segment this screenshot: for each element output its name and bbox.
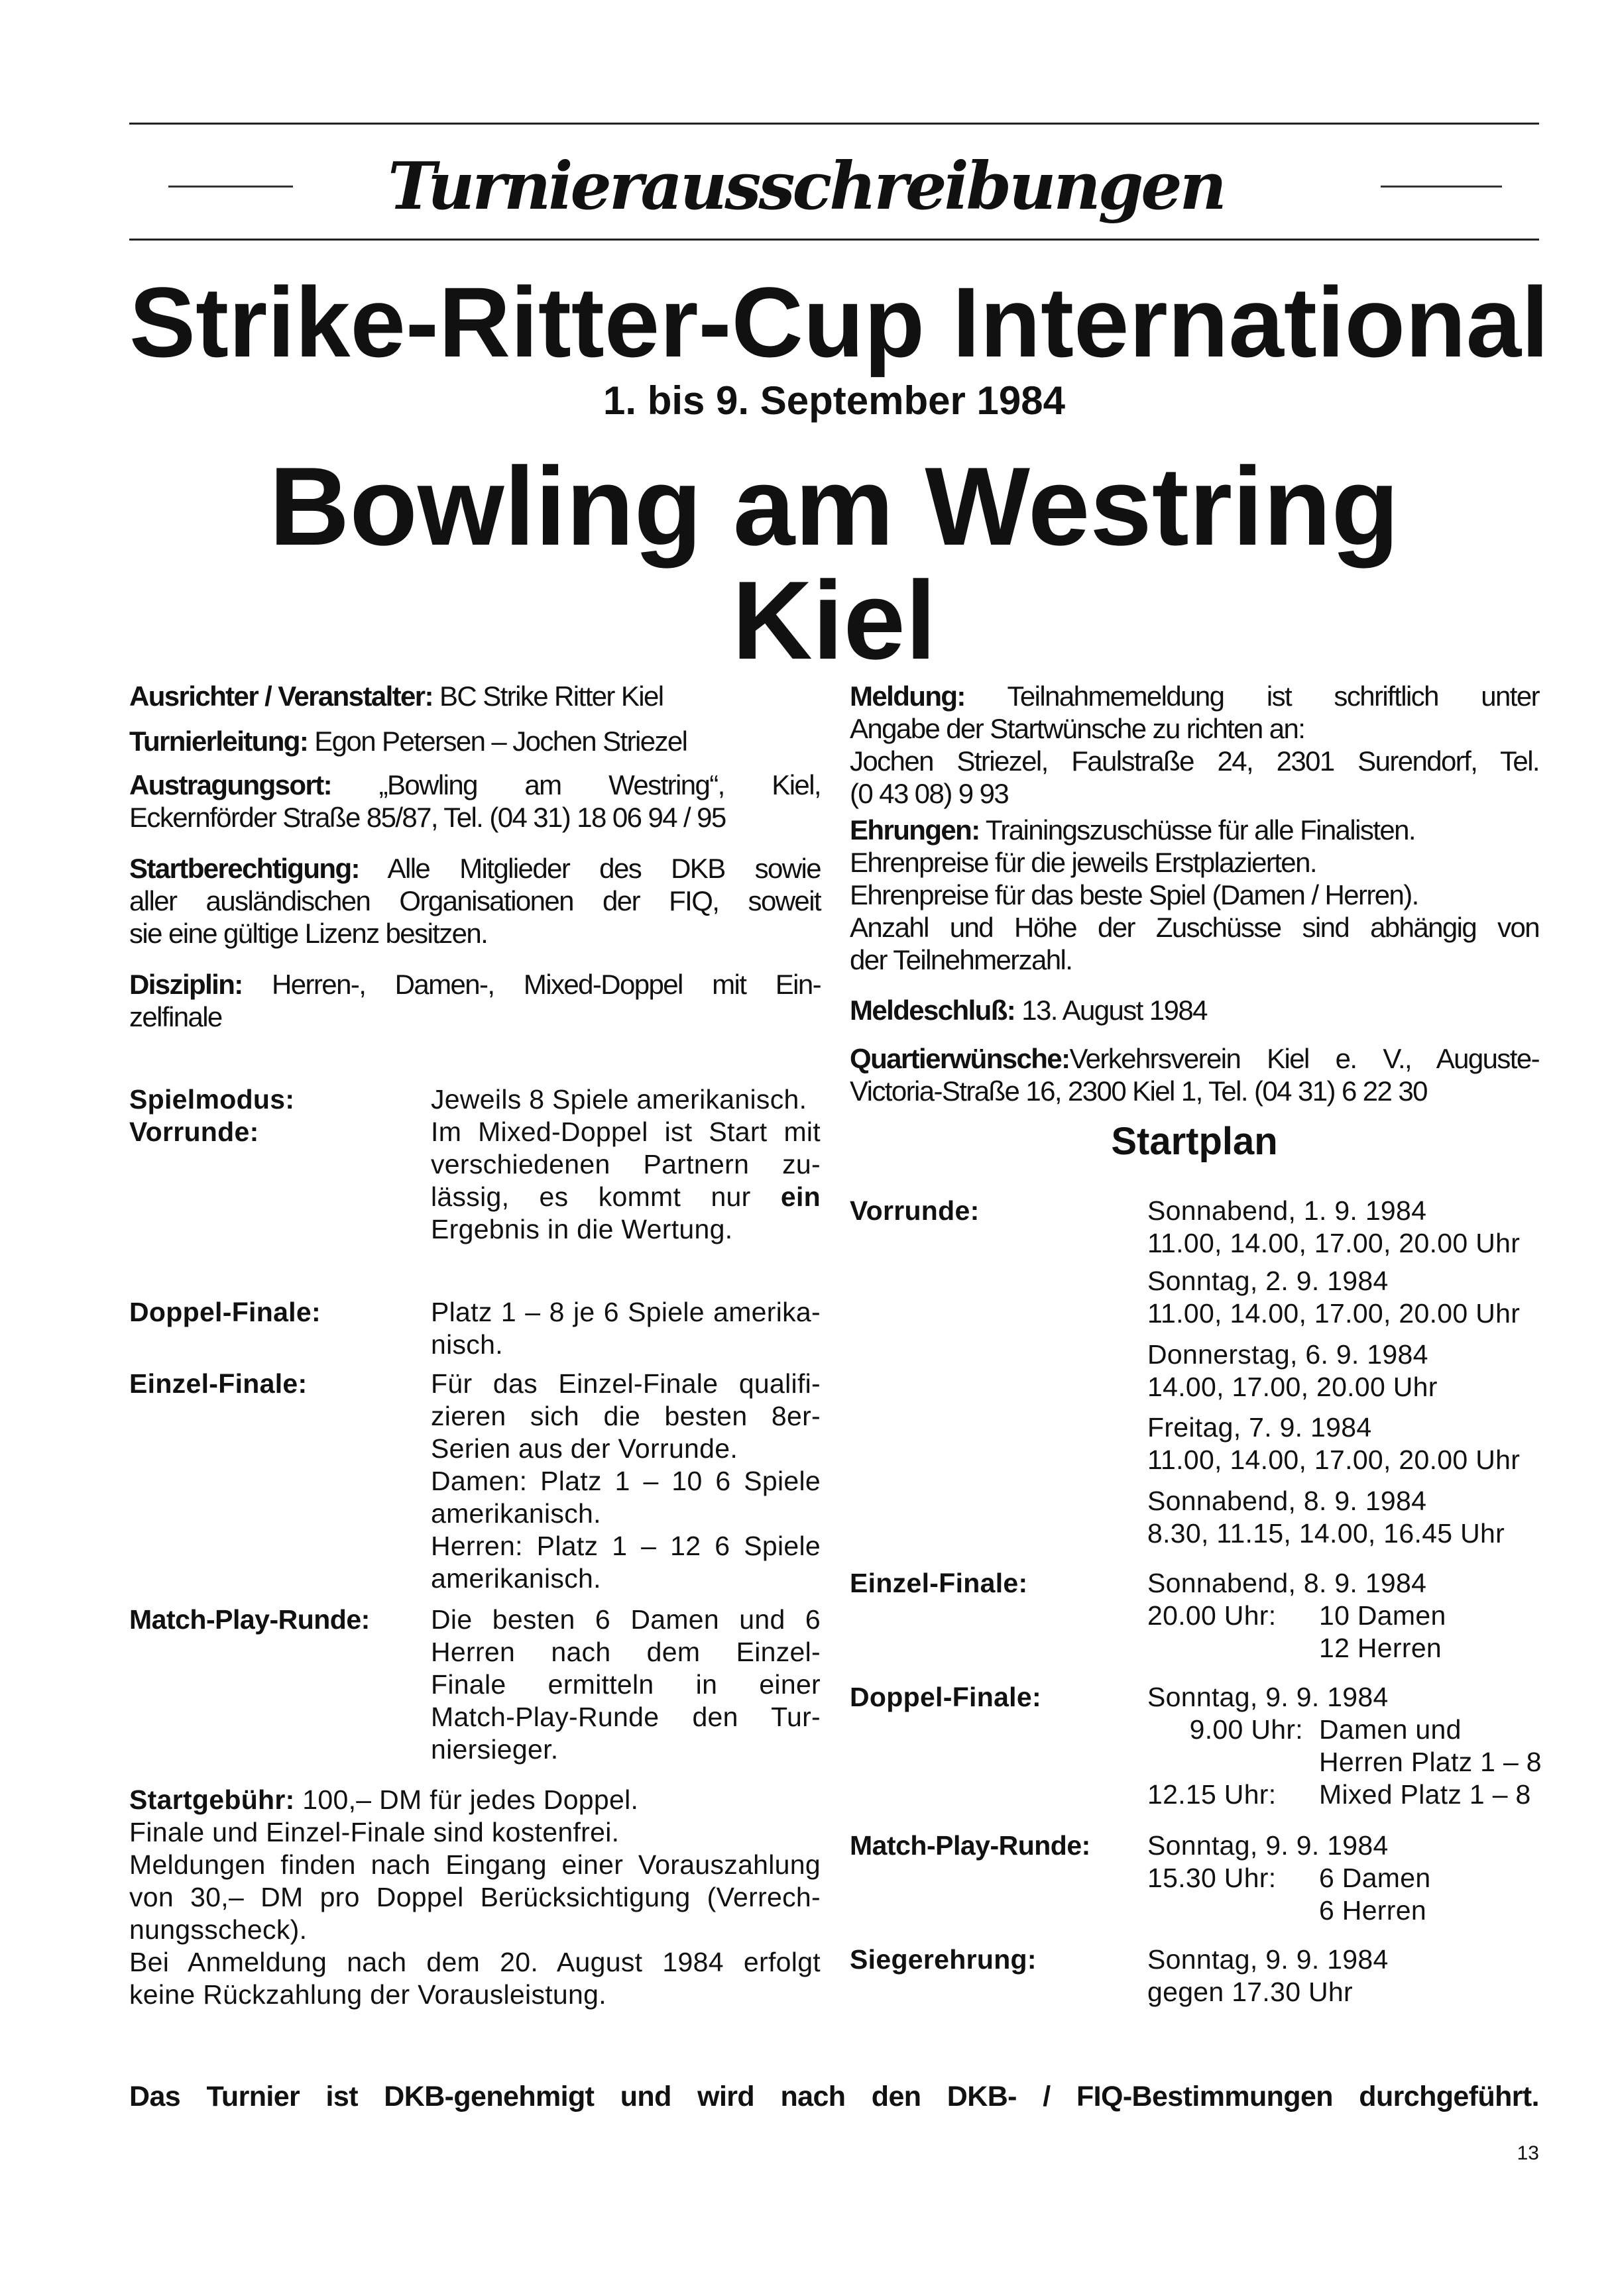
page-number: 13 <box>1517 2142 1539 2164</box>
meldeschluss-text: 13. August 1984 <box>1015 995 1207 1026</box>
sp-doppel-finale-item: Herren Platz 1 – 8 <box>1319 1747 1542 1777</box>
text-line: sie eine gültige Lizenz besitzen. <box>129 918 488 949</box>
schedule-times: 11.00, 14.00, 17.00, 20.00 Uhr <box>1147 1445 1521 1475</box>
text-line: Die besten 6 Damen und 6 <box>431 1604 821 1635</box>
text-line: Meldungen finden nach Eingang einer Vorauszahlung <box>129 1849 821 1880</box>
ausrichter-label: Ausrichter / Veranstalter: <box>129 681 433 712</box>
tournament-title: Strike-Ritter-Cup International <box>129 266 1549 378</box>
sp-einzel-finale-day: Sonnabend, 8. 9. 1984 <box>1147 1568 1427 1598</box>
schedule-day: Donnerstag, 6. 9. 1984 <box>1147 1339 1428 1370</box>
ehrungen-label: Ehrungen: <box>850 814 980 846</box>
disziplin-section <box>129 968 821 1033</box>
bottom-rule <box>129 239 1539 241</box>
doppel-finale-label: Doppel-Finale: <box>129 1297 321 1327</box>
sp-siegerehrung-time: gegen 17.30 Uhr <box>1147 1977 1353 2007</box>
text-line: der Teilnehmerzahl. <box>850 944 1072 975</box>
text-line: „Bowling am Westring“, Kiel, <box>378 769 821 800</box>
text-line: Bei Anmeldung nach dem 20. August 1984 erfolgt <box>129 1947 821 1977</box>
text-line: Ehrenpreise für die jeweils Erstplazierten. <box>850 847 1316 878</box>
schedule-day: Sonnabend, 8. 9. 1984 <box>1147 1486 1427 1516</box>
sp-vorrunde-group <box>1147 1265 1520 1330</box>
sp-doppel-finale-time: 12.15 Uhr: <box>1147 1779 1277 1810</box>
sp-match-play-day: Sonntag, 9. 9. 1984 <box>1147 1830 1389 1861</box>
text-line: Verkehrsverein Kiel e. V., Auguste- <box>1069 1043 1539 1074</box>
einzel-finale-label: Einzel-Finale: <box>129 1368 308 1399</box>
quartier-label: Quartierwünsche: <box>850 1043 1070 1074</box>
austragungsort-section <box>129 769 821 834</box>
spielmodus-text <box>431 1083 821 1246</box>
text-line: nisch. <box>431 1329 503 1360</box>
sp-match-play-item: 6 Damen <box>1319 1863 1431 1893</box>
meldeschluss-section <box>850 994 1539 1026</box>
sp-vorrunde-group <box>1147 1411 1520 1476</box>
approval-note: Das Turnier ist DKB-genehmigt und wird nach den DKB- / FIQ-Bestimmungen durchgeführt. <box>129 2081 1539 2112</box>
sp-siegerehrung-day: Sonntag, 9. 9. 1984 <box>1147 1944 1389 1975</box>
schedule-times: 14.00, 17.00, 20.00 Uhr <box>1147 1372 1438 1402</box>
spielmodus-label: Spielmodus: <box>129 1084 295 1115</box>
meldeschluss-label: Meldeschluß: <box>850 995 1015 1026</box>
text-line: Herren-, Damen-, Mixed-Doppel mit Ein- <box>272 969 821 1000</box>
schedule-day: Freitag, 7. 9. 1984 <box>1147 1412 1372 1443</box>
doppel-finale-text <box>431 1296 821 1361</box>
text-line: Damen: Platz 1 – 10 6 Spiele <box>431 1466 821 1496</box>
match-play-label: Match-Play-Runde: <box>129 1604 370 1635</box>
text-line: verschiedenen Partnern zu- <box>431 1149 821 1179</box>
text-line: Finale ermitteln in einer <box>431 1669 821 1700</box>
text-line: Für das Einzel-Finale qualifi- <box>431 1368 821 1399</box>
sp-einzel-finale-item: 10 Damen <box>1319 1600 1446 1631</box>
text-line: zieren sich die besten 8er- <box>431 1401 821 1431</box>
text-line: amerikanisch. <box>431 1563 601 1594</box>
text-line: Finale und Einzel-Finale sind kostenfrei. <box>129 1817 620 1847</box>
sp-match-play-label: Match-Play-Runde: <box>850 1830 1090 1861</box>
header-dash-right <box>1381 186 1502 188</box>
sp-vorrunde-group <box>1147 1485 1505 1550</box>
ausrichter-text: BC Strike Ritter Kiel <box>432 681 663 712</box>
section-heading: Turnierausschreibungen <box>388 148 1224 225</box>
emphasis-ein: ein <box>780 1181 821 1212</box>
sp-doppel-finale-item: Damen und <box>1319 1714 1462 1745</box>
sp-einzel-finale-time: 20.00 Uhr: <box>1147 1600 1277 1631</box>
text-line: aller ausländischen Organisationen der FIQ, soweit <box>129 885 821 916</box>
text-line: amerikanisch. <box>431 1498 601 1529</box>
einzel-finale-text <box>431 1368 821 1595</box>
text-line: Jeweils 8 Spiele amerikanisch. <box>431 1084 807 1115</box>
sp-einzel-finale-label: Einzel-Finale: <box>850 1568 1028 1598</box>
text-line: lässig, es kommt nur <box>431 1181 751 1212</box>
vorrunde-label: Vorrunde: <box>129 1117 259 1147</box>
turnierleitung-label: Turnierleitung: <box>129 726 308 757</box>
schedule-times: 11.00, 14.00, 17.00, 20.00 Uhr <box>1147 1298 1521 1329</box>
schedule-day: Sonntag, 2. 9. 1984 <box>1147 1266 1389 1296</box>
text-line: Alle Mitglieder des DKB sowie <box>387 853 821 884</box>
quartier-section <box>850 1042 1539 1107</box>
text-line: Anzahl und Höhe der Zuschüsse sind abhängig von <box>850 912 1539 943</box>
sp-siegerehrung-label: Siegerehrung: <box>850 1944 1037 1975</box>
sp-doppel-finale-time: 9.00 Uhr: <box>1189 1714 1303 1745</box>
text-line: Victoria-Straße 16, 2300 Kiel 1, Tel. (04 31) 6 22 30 <box>850 1075 1427 1107</box>
meldung-section <box>850 680 1539 810</box>
text-line: Match-Play-Runde den Tur- <box>431 1702 821 1732</box>
city-title: Kiel <box>732 558 937 683</box>
text-line: Eckernförder Straße 85/87, Tel. (04 31) 18 06 94 / 95 <box>129 802 726 833</box>
sp-doppel-finale-day: Sonntag, 9. 9. 1984 <box>1147 1682 1389 1712</box>
startberechtigung-label: Startberechtigung: <box>129 853 359 884</box>
text-line: Ehrenpreise für das beste Spiel (Damen / Herren). <box>850 879 1418 910</box>
text-line: Herren nach dem Einzel- <box>431 1637 821 1667</box>
text-line: Angabe der Startwünsche zu richten an: <box>850 713 1305 744</box>
text-line: Serien aus der Vorrunde. <box>431 1433 738 1464</box>
text-line: Im Mixed-Doppel ist Start mit <box>431 1117 821 1147</box>
top-rule <box>129 123 1539 125</box>
venue-title: Bowling am Westring <box>268 444 1400 569</box>
text-line: Herren: Platz 1 – 12 6 Spiele <box>431 1531 821 1561</box>
match-play-text <box>431 1604 821 1766</box>
startplan-heading: Startplan <box>1111 1120 1278 1163</box>
sp-einzel-finale-item: 12 Herren <box>1319 1633 1442 1663</box>
startberechtigung-section <box>129 852 821 950</box>
startgebuehr-section <box>129 1784 821 2011</box>
text-line: Platz 1 – 8 je 6 Spiele amerika- <box>431 1297 821 1327</box>
tournament-dates: 1. bis 9. September 1984 <box>603 378 1066 423</box>
sp-vorrunde-label: Vorrunde: <box>850 1195 980 1226</box>
sp-doppel-finale-label: Doppel-Finale: <box>850 1682 1041 1712</box>
sp-vorrunde-group <box>1147 1195 1520 1260</box>
sp-vorrunde-group <box>1147 1339 1438 1403</box>
sp-doppel-finale-item: Mixed Platz 1 – 8 <box>1319 1779 1531 1810</box>
meldung-label: Meldung: <box>850 681 965 712</box>
turnierleitung-text: Egon Petersen – Jochen Striezel <box>308 726 687 757</box>
turnierleitung-section <box>129 725 821 757</box>
austragungsort-label: Austragungsort: <box>129 769 331 800</box>
text-line: Trainingszuschüsse für alle Finalisten. <box>979 814 1415 846</box>
ehrungen-section <box>850 814 1539 976</box>
text-line: 100,– DM für jedes Doppel. <box>294 1784 639 1815</box>
text-line: niersieger. <box>431 1734 559 1765</box>
schedule-day: Sonnabend, 1. 9. 1984 <box>1147 1195 1427 1226</box>
text-line: Ergebnis in die Wertung. <box>431 1214 733 1244</box>
ausrichter-section <box>129 680 821 712</box>
schedule-times: 8.30, 11.15, 14.00, 16.45 Uhr <box>1147 1518 1505 1549</box>
sp-match-play-item: 6 Herren <box>1319 1895 1426 1926</box>
text-line: Teilnahmemeldung ist schriftlich unter <box>1007 681 1540 712</box>
text-line: Jochen Striezel, Faulstraße 24, 2301 Surendorf, Tel. <box>850 745 1539 777</box>
text-line: keine Rückzahlung der Vorausleistung. <box>129 1979 606 2010</box>
startgebuehr-label: Startgebühr: <box>129 1784 295 1815</box>
text-line: von 30,– DM pro Doppel Berücksichtigung (Verrech- <box>129 1882 821 1912</box>
text-line: nungsscheck). <box>129 1914 308 1945</box>
text-line: zelfinale <box>129 1001 222 1032</box>
text-line: (0 43 08) 9 93 <box>850 778 1009 809</box>
schedule-times: 11.00, 14.00, 17.00, 20.00 Uhr <box>1147 1228 1521 1258</box>
disziplin-label: Disziplin: <box>129 969 243 1000</box>
sp-match-play-time: 15.30 Uhr: <box>1147 1863 1277 1893</box>
